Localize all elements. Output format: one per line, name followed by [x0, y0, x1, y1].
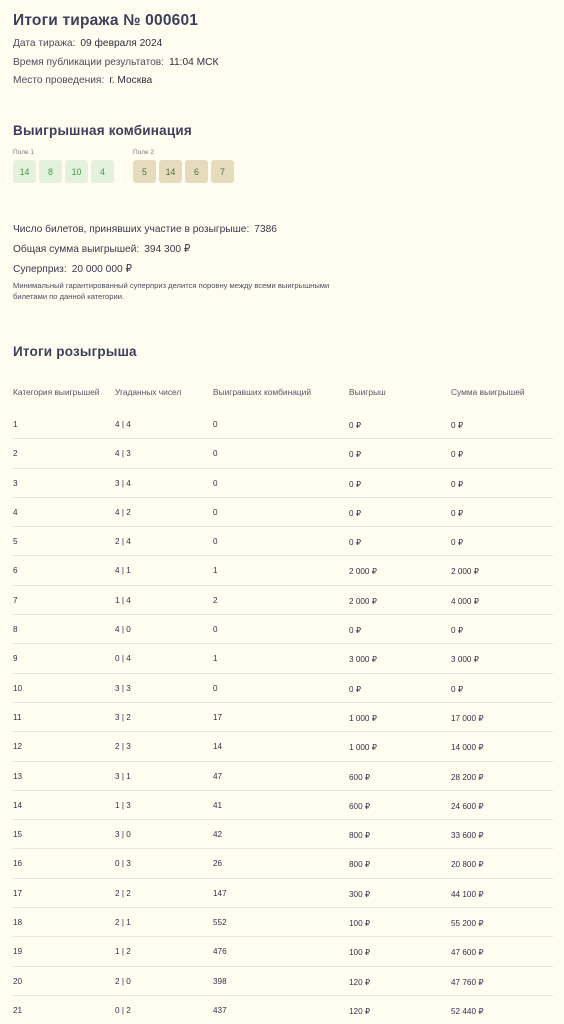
cell-guessed: 2 | 3 [115, 742, 131, 752]
cell-winning-combinations: 437 [213, 1005, 227, 1015]
cell-prize-total: 33 600 ₽ [451, 831, 484, 841]
cell-prize: 3 000 ₽ [349, 655, 377, 665]
cell-prize-total: 0 ₽ [451, 479, 464, 489]
cell-prize: 0 ₽ [349, 538, 362, 548]
total-winnings [13, 244, 190, 255]
cell-category: 7 [13, 595, 18, 605]
cell-category: 19 [13, 947, 23, 957]
table-row [13, 586, 553, 615]
cell-guessed: 0 | 2 [115, 1005, 131, 1015]
cell-prize: 800 ₽ [349, 831, 371, 841]
cell-prize-total: 0 ₽ [451, 538, 464, 548]
field2-ball: 7 [211, 160, 234, 183]
table-row [13, 703, 553, 732]
cell-prize-total: 44 100 ₽ [451, 889, 484, 899]
cell-winning-combinations: 41 [213, 800, 223, 810]
field1-balls [13, 160, 114, 183]
field2-label: Поле 2 [133, 149, 154, 156]
draw-date-label: Дата тиража: [13, 38, 76, 49]
table-row [13, 674, 553, 703]
cell-prize-total: 55 200 ₽ [451, 919, 484, 929]
cell-guessed: 3 | 1 [115, 771, 131, 781]
table-row [13, 644, 553, 673]
cell-category: 21 [13, 1005, 23, 1015]
draw-place-value: г. Москва [109, 75, 153, 86]
cell-winning-combinations: 0 [213, 478, 218, 488]
field2-balls [133, 160, 234, 183]
page-title: Итоги тиража № 000601 [13, 12, 199, 29]
cell-guessed: 2 | 4 [115, 537, 131, 547]
cell-category: 6 [13, 566, 18, 576]
cell-guessed: 3 | 2 [115, 712, 131, 722]
cell-prize-total: 0 ₽ [451, 626, 464, 636]
cell-category: 4 [13, 507, 18, 517]
cell-guessed: 0 | 4 [115, 654, 131, 664]
cell-category: 12 [13, 742, 23, 752]
cell-prize-total: 28 200 ₽ [451, 772, 484, 782]
cell-winning-combinations: 552 [213, 918, 227, 928]
table-row [13, 791, 553, 820]
cell-winning-combinations: 398 [213, 976, 227, 986]
cell-winning-combinations: 147 [213, 888, 227, 898]
field1-ball: 14 [13, 160, 36, 183]
table-row [13, 762, 553, 791]
superprize-value: 20 000 000 ₽ [71, 264, 132, 275]
superprize-note: Минимальный гарантированный суперприз делится поровну между всеми выигрышными билетами по данной категории. [13, 281, 330, 301]
total-winnings-value: 394 300 ₽ [144, 244, 191, 255]
table-row [13, 439, 553, 468]
cell-winning-combinations: 0 [213, 625, 218, 635]
results-table [13, 387, 553, 1016]
cell-prize: 0 ₽ [349, 626, 362, 636]
field1-label: Поле 1 [13, 149, 34, 156]
table-row [13, 615, 553, 644]
column-header-prize-total: Сумма выигрышей [451, 387, 525, 397]
cell-guessed: 1 | 3 [115, 800, 131, 810]
table-row [13, 469, 553, 498]
cell-category: 16 [13, 859, 23, 869]
publish-time-label: Время публикации результатов: [13, 57, 165, 68]
field2-ball: 5 [133, 160, 156, 183]
cell-prize: 100 ₽ [349, 919, 371, 929]
cell-prize-total: 0 ₽ [451, 508, 464, 518]
cell-prize: 0 ₽ [349, 421, 362, 430]
cell-guessed: 0 | 3 [115, 859, 131, 869]
tickets-count [13, 224, 277, 235]
combination-title: Выигрышная комбинация [13, 123, 192, 138]
cell-category: 2 [13, 449, 18, 459]
cell-prize-total: 17 000 ₽ [451, 713, 484, 723]
cell-winning-combinations: 0 [213, 537, 218, 547]
cell-guessed: 1 | 4 [115, 595, 131, 605]
cell-category: 9 [13, 654, 18, 664]
field2-ball: 6 [185, 160, 208, 183]
cell-prize-total: 0 ₽ [451, 450, 464, 460]
cell-winning-combinations: 1 [213, 654, 218, 664]
cell-winning-combinations: 14 [213, 742, 223, 752]
cell-winning-combinations: 2 [213, 595, 218, 605]
cell-prize: 300 ₽ [349, 889, 371, 899]
cell-guessed: 2 | 0 [115, 976, 131, 986]
cell-prize-total: 14 000 ₽ [451, 743, 484, 753]
cell-prize-total: 3 000 ₽ [451, 655, 479, 665]
cell-prize: 100 ₽ [349, 948, 371, 958]
field2-ball: 14 [159, 160, 182, 183]
column-header-prize: Выигрыш [349, 387, 386, 397]
cell-prize: 600 ₽ [349, 801, 371, 811]
draw-date [13, 38, 162, 49]
results-table-body [13, 410, 553, 1024]
cell-guessed: 4 | 2 [115, 507, 131, 517]
table-row [13, 967, 553, 996]
draw-place-label: Место проведения: [13, 75, 105, 86]
cell-prize-total: 0 ₽ [451, 684, 464, 694]
table-row [13, 556, 553, 585]
cell-category: 17 [13, 888, 23, 898]
cell-guessed: 3 | 0 [115, 830, 131, 840]
table-row [13, 908, 553, 937]
cell-winning-combinations: 0 [213, 449, 218, 459]
field1-ball: 10 [65, 160, 88, 183]
total-winnings-label: Общая сумма выигрышей: [13, 244, 140, 255]
table-row [13, 879, 553, 908]
cell-winning-combinations: 47 [213, 771, 223, 781]
cell-category: 20 [13, 976, 23, 986]
field1-ball: 8 [39, 160, 62, 183]
cell-guessed: 1 | 2 [115, 947, 131, 957]
cell-prize-total: 47 760 ₽ [451, 977, 484, 987]
cell-guessed: 4 | 0 [115, 625, 131, 635]
cell-category: 8 [13, 625, 18, 635]
cell-category: 13 [13, 771, 23, 781]
cell-guessed: 4 | 4 [115, 420, 131, 429]
table-row [13, 410, 553, 439]
table-row [13, 996, 553, 1024]
cell-prize: 120 ₽ [349, 1006, 371, 1016]
cell-guessed: 3 | 3 [115, 683, 131, 693]
draw-date-value: 09 февраля 2024 [80, 38, 163, 49]
cell-prize-total: 52 440 ₽ [451, 1006, 484, 1016]
publish-time [13, 57, 218, 68]
cell-prize: 0 ₽ [349, 450, 362, 460]
cell-prize-total: 0 ₽ [451, 421, 464, 430]
column-header-guessed: Угаданных чисел [115, 387, 182, 397]
cell-prize: 0 ₽ [349, 508, 362, 518]
table-row [13, 498, 553, 527]
draw-place [13, 75, 152, 86]
cell-winning-combinations: 0 [213, 420, 218, 429]
cell-category: 18 [13, 918, 23, 928]
cell-category: 5 [13, 537, 18, 547]
cell-winning-combinations: 26 [213, 859, 223, 869]
cell-prize: 1 000 ₽ [349, 713, 377, 723]
tickets-count-value: 7386 [254, 224, 277, 235]
publish-time-value: 11:04 МСК [169, 57, 219, 68]
table-row [13, 820, 553, 849]
tickets-count-label: Число билетов, принявших участие в розыгрыше: [13, 224, 250, 235]
cell-winning-combinations: 476 [213, 947, 227, 957]
cell-winning-combinations: 1 [213, 566, 218, 576]
column-header-category: Категория выигрышей [13, 387, 100, 397]
cell-winning-combinations: 0 [213, 683, 218, 693]
cell-category: 14 [13, 800, 23, 810]
cell-prize: 2 000 ₽ [349, 567, 377, 577]
cell-guessed: 2 | 1 [115, 918, 131, 928]
cell-guessed: 4 | 3 [115, 449, 131, 459]
cell-prize: 0 ₽ [349, 479, 362, 489]
superprize-label: Суперприз: [13, 264, 67, 275]
results-title: Итоги розыгрыша [13, 344, 137, 359]
cell-prize: 120 ₽ [349, 977, 371, 987]
cell-guessed: 4 | 1 [115, 566, 131, 576]
table-row [13, 849, 553, 878]
cell-winning-combinations: 42 [213, 830, 223, 840]
cell-prize: 2 000 ₽ [349, 596, 377, 606]
cell-prize-total: 20 800 ₽ [451, 860, 484, 870]
cell-prize: 1 000 ₽ [349, 743, 377, 753]
cell-prize: 0 ₽ [349, 684, 362, 694]
cell-category: 10 [13, 683, 23, 693]
cell-category: 3 [13, 478, 18, 488]
cell-prize: 600 ₽ [349, 772, 371, 782]
cell-guessed: 3 | 4 [115, 478, 131, 488]
table-row [13, 732, 553, 761]
cell-winning-combinations: 17 [213, 712, 223, 722]
cell-category: 11 [13, 712, 22, 722]
cell-category: 15 [13, 830, 23, 840]
cell-prize-total: 24 600 ₽ [451, 801, 484, 811]
cell-prize-total: 2 000 ₽ [451, 567, 479, 577]
field1-ball: 4 [91, 160, 114, 183]
column-header-winning-combinations: Выигравших комбинаций [213, 387, 312, 397]
cell-prize: 800 ₽ [349, 860, 371, 870]
cell-guessed: 2 | 2 [115, 888, 131, 898]
table-row [13, 527, 553, 556]
cell-winning-combinations: 0 [213, 507, 218, 517]
table-row [13, 937, 553, 966]
superprize [13, 264, 132, 275]
cell-prize-total: 47 600 ₽ [451, 948, 484, 958]
results-table-header [13, 387, 553, 403]
cell-category: 1 [13, 420, 18, 429]
cell-prize-total: 4 000 ₽ [451, 596, 479, 606]
